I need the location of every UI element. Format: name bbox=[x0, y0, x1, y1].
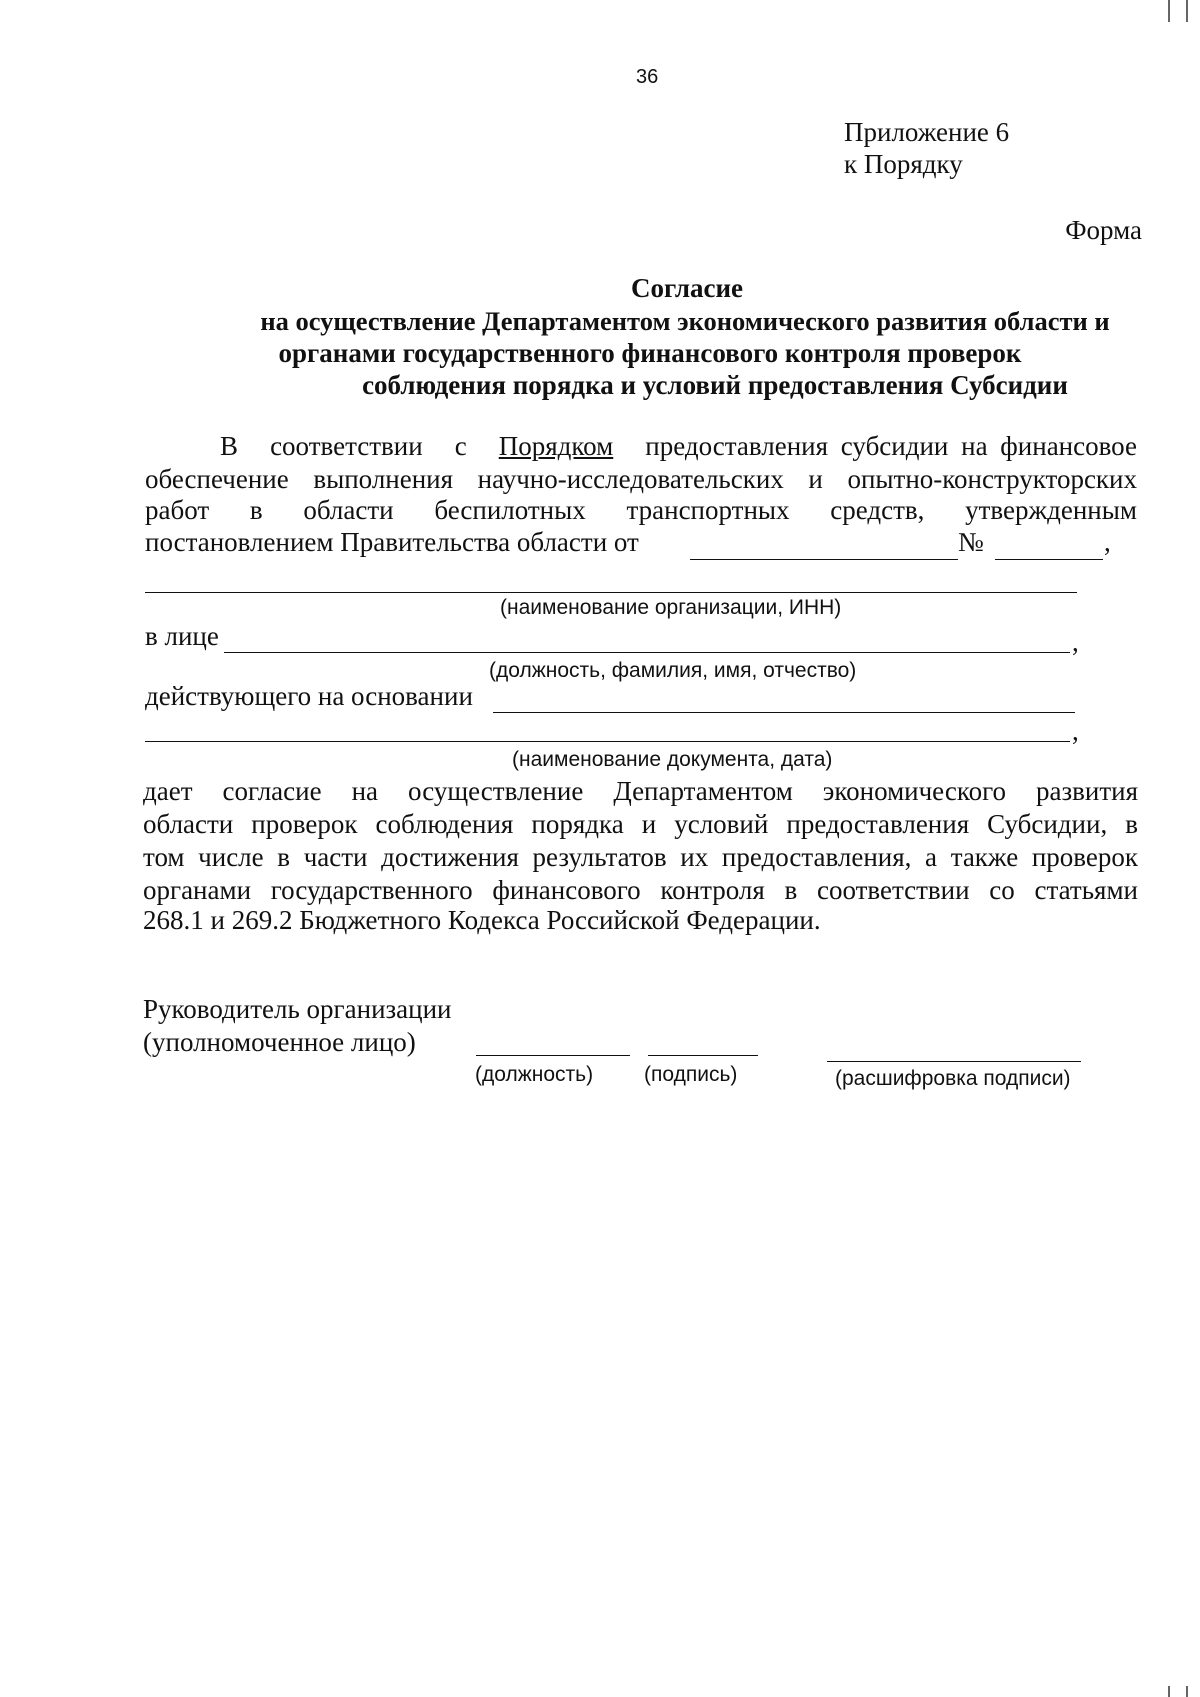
scan-mark bbox=[1168, 0, 1170, 22]
head-title-line-2: (уполномоченное лицо) bbox=[143, 1027, 416, 1057]
intro-line-3: работ в области беспилотных транспортных средств, утвержденным bbox=[145, 495, 1137, 525]
organization-caption: (наименование организации, ИНН) bbox=[500, 596, 842, 619]
appendix-reference: к Порядку bbox=[844, 149, 963, 179]
page-number: 36 bbox=[636, 66, 659, 88]
title-line-3: органами государственного финансового контроля проверок bbox=[278, 338, 1022, 368]
intro-word: соответствии bbox=[270, 431, 423, 461]
form-label: Форма bbox=[1065, 215, 1142, 245]
name-signature-field[interactable] bbox=[827, 1061, 1081, 1062]
number-sign: № bbox=[958, 527, 984, 557]
person-field[interactable] bbox=[224, 652, 1070, 653]
basis-comma: , bbox=[1072, 716, 1079, 746]
document-caption: (наименование документа, дата) bbox=[512, 748, 833, 771]
signature-caption: (подпись) bbox=[644, 1063, 738, 1086]
appendix-label: Приложение 6 bbox=[844, 117, 1010, 147]
decree-date-field[interactable] bbox=[690, 559, 958, 560]
intro-line-4: постановлением Правительства области от bbox=[145, 527, 639, 557]
person-prefix: в лице bbox=[145, 621, 219, 651]
intro-line-1 bbox=[145, 430, 1137, 462]
title-line-1: Согласие bbox=[630, 273, 744, 303]
title-line-2: на осуществление Департаментом экономического развития области и bbox=[260, 306, 1110, 336]
consent-line-2: области проверок соблюдения порядка и условий предоставления Субсидии, в bbox=[143, 809, 1138, 839]
intro-comma: , bbox=[1104, 527, 1111, 557]
intro-line-2: обеспечение выполнения научно-исследовательских и опытно-конструкторских bbox=[145, 464, 1137, 494]
basis-prefix: действующего на основании bbox=[145, 681, 473, 711]
head-title-line-1: Руководитель организации bbox=[143, 994, 452, 1024]
basis-field[interactable] bbox=[493, 712, 1075, 713]
signature-field[interactable] bbox=[648, 1055, 758, 1056]
consent-line-4: органами государственного финансового контроля в соответствии со статьями bbox=[143, 875, 1138, 905]
intro-word: В bbox=[220, 431, 239, 461]
intro-word: с bbox=[454, 431, 467, 461]
title-line-4: соблюдения порядка и условий предоставления Субсидии bbox=[362, 370, 1068, 400]
organization-field[interactable] bbox=[145, 592, 1077, 593]
position-caption: (должность) bbox=[475, 1063, 594, 1086]
decree-number-field[interactable] bbox=[995, 559, 1103, 560]
poryadok-link[interactable]: Порядком bbox=[498, 431, 614, 461]
person-caption: (должность, фамилия, имя, отчество) bbox=[489, 659, 857, 682]
consent-line-1: дает согласие на осуществление Департаментом экономического развития bbox=[143, 776, 1138, 806]
person-comma: , bbox=[1072, 627, 1079, 657]
position-signature-field[interactable] bbox=[476, 1055, 630, 1056]
basis-field-continued[interactable] bbox=[145, 741, 1070, 742]
consent-line-5: 268.1 и 269.2 Бюджетного Кодекса Российской Федерации. bbox=[143, 905, 821, 935]
consent-line-3: том числе в части достижения результатов их предоставления, а также проверок bbox=[143, 842, 1138, 872]
scan-mark bbox=[1186, 0, 1188, 22]
scan-mark bbox=[1168, 1686, 1170, 1697]
name-caption: (расшифровка подписи) bbox=[835, 1067, 1071, 1090]
intro-rest: предоставления субсидии на финансовое bbox=[645, 431, 1137, 461]
scan-mark bbox=[1186, 1686, 1188, 1697]
